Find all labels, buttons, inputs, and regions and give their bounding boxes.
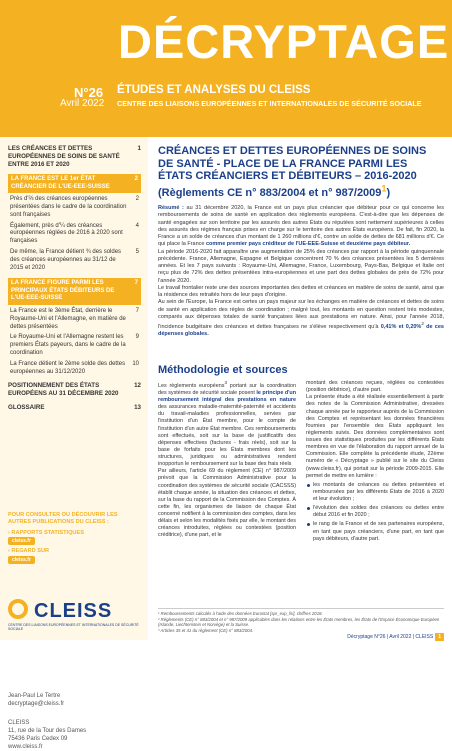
toc-section[interactable]: LA FRANCE FIGURE PARMI LES PRINCIPAUX ÉTATS DÉBITEURS DE L'UE-EEE-SUISSE 7 [8,278,141,305]
cleiss-link-button[interactable]: cleiss.fr [8,556,35,565]
main-article [158,137,444,640]
links-intro: POUR CONSULTER OU DÉCOUVRIR LES AUTRES PUBLICATIONS DU CLEISS : [8,512,118,526]
footnotes: ¹ Remboursements calculés à l'aide des données Eurostat [spr_exp_fsi], chiffres 2018. ² Règlements (CE) n° 883/2004 et n° 987/2009 applicables dans les relations entre les États membres, les États de l'Espace Économique Européen (Islande, Liechtenstein et Norvège) et la Suisse. ³ Articles 35 et 41 du règlement (CE) n° 883/2004. [158,608,444,633]
toc-item[interactable]: Près d'⅔ des créances européennes présentées dans le cadre de la coordination sont françaises 2 [10,196,139,218]
list-item: les montants de créances ou dettes présentées et remboursées par les différents États de 2016 à 2020 et leur évolution ; [306,482,444,503]
toc-section[interactable]: LA FRANCE EST LE 1er ÉTAT CRÉANCIER DE L'UE-EEE-SUISSE 2 [8,174,141,193]
toc-item[interactable]: LES CRÉANCES ET DETTES EUROPÉENNES DE SOINS DE SANTÉ ENTRE 2016 ET 2020 1 [8,145,141,168]
table-of-contents [8,145,141,418]
article-reference: (Règlements CE n° 883/2004 et n° 987/2009$^1$) [158,182,391,199]
section-heading: Méthodologie et sources [158,364,288,376]
page-footer: Décryptage N°26 | Avril 2022 | CLEISS 1 [158,634,444,640]
bullet-list [306,482,444,543]
toc-item[interactable]: GLOSSAIRE 13 [8,403,141,411]
publication-subtitle: ÉTUDES ET ANALYSES DU CLEISS [117,84,311,96]
body-column-right: montant des créances reçues, réglées ou contestées (position débitrice), d'autre part. La présente étude a été réalisée essentiellement à partir des notes de la Commission Administrative, dressées chaque année par le rapporteur auprès de la Commission des Comptes et représentant les données financières fournies par l'ensemble des États appliquant les règlements suivis. Des données complémentaires sont issues des statistiques produites par les différents États membres en vue de l'élaboration du rapport annuel de la Commission. Elle complète la précédente étude, 22ème numéro de « Décryptage » publié sur le site du Cleiss (www.cleiss.fr), qui portait sur la période 2009-2015. Elle permet de mettre en lumière : les montants de créances ou dettes présentées et remboursées par les différents États de 2016 à 2020 et leur évolution ; l'évolution des soldes des créances ou dettes entre début 2016 et fin 2020 ; le rang de la France et de ses partenaires européens, en tant que pays créanciers, d'une part, en tant que pays débiteurs, d'autre part. [306,380,444,542]
toc-item[interactable]: POSITIONNEMENT DES ÉTATS EUROPÉENS AU 31 DÉCEMBRE 2020 12 [8,382,141,398]
publication-title: DÉCRYPTAGE [118,15,450,68]
website-link[interactable]: www.cleiss.fr [8,744,43,751]
toc-item[interactable]: Également, près d'¼ des créances européennes réglées de 2016 à 2020 sont françaises 4 [10,222,139,245]
toc-item[interactable]: Le Royaume-Uni et l'Allemagne restent les premiers États payeurs, dans le cadre de la coordination 9 [10,334,139,356]
article-title: CRÉANCES ET DETTES EUROPÉENNES DE SOINS DE SANTÉ - PLACE DE LA FRANCE PARMI LES ÉTATS CRÉANCIERS ET DÉBITEURS – 2016-2020 (Règlements CE n° 883/2004 et n° 987/2009$^1$) [158,145,427,199]
contact-email[interactable]: decryptage@cleiss.fr [8,701,65,708]
list-item: le rang de la France et de ses partenaires européens, en tant que pays créanciers, d'une part, en tant que pays débiteurs, d'autre part. [306,521,444,542]
publications-links [8,512,141,564]
sidebar [0,137,148,751]
organization-name: CENTRE DES LIAISONS EUROPÉENNES ET INTERNATIONALES DE SÉCURITÉ SOCIALE [117,99,422,108]
issue-date: Avril 2022 [60,98,105,109]
list-item: l'évolution des soldes des créances ou dettes entre début 2016 et fin 2020 ; [306,505,444,519]
cleiss-link-button[interactable]: cleiss.fr [8,537,35,546]
toc-item[interactable]: La France détient le 2ème solde des dettes européennes au 31/12/2020 10 [10,360,139,375]
cleiss-logo: CLEISS CENTRE DES LIAISONS EUROPÉENNES ET INTERNATIONALES DE SÉCURITÉ SOCIALE [8,600,139,631]
logo-ring-icon [8,599,28,619]
link-stats[interactable]: › RAPPORTS STATISTIQUES [8,529,84,536]
summary: Résumé : au 31 décembre 2020, la France est un pays plus créancier que débiteur pour ce qui concerne les remboursements de soins de santé en application des règlements européens. C'est-à-dire que les dépenses de santé engagées sur son territoire par les assurés des autres États ou réputées sont nettement supérieures à celles des assurés des régimes français prises en charge sur le territoire des autres États européens. De fait, fin 2020, la France a un solde de créances d'un montant de 1 260 millions d'€, contre un solde de dettes de 681 millions d'€. Ce qui place la France comme premier pays créditeur de l'UE-EEE-Suisse et deuxième pays débiteur. La période 2016-2020 fait apparaître une augmentation de 25% des créances par rapport à la période quinquennale précédente. France, Allemagne, Espagne et Belgique concentrent 70 % des créances présentées les 5 dernières années. Et les 7 pays suivants : Royaume-Uni, Allemagne, France, Luxembourg, Pays-Bas, Belgique et Italie ont reçu plus de 72% des dettes présentées intra-européennes et une part des dettes globales de près de 72% pour l'année 2020. Le travail frontalier reste une des sources importantes des dettes et créances en matière de soins de santé, ainsi que la résidence des retraités hors de leur pays d'origine. Au sein de l'Europe, la France est certes un pays majeur sur les échanges en matière de créances et dettes de soins de santé en application des règles de coordination ; malgré tout, les montants en question restent très modestes, comparés aux dépenses totales de santé françaises liées aux prestations en nature. Ainsi, pour l'année 2018, l'incidence budgétaire des créances et dettes françaises ne s'élève respectivement qu'à 0,41% et 0,20%$^2$ de ces dépenses globales. [158,205,444,338]
address: CLEISS 11, rue de la Tour des Dames 75436 Paris Cedex 09 www.cleiss.fr [8,720,87,751]
issue-number: N°26 [74,85,104,100]
header-banner [0,0,452,137]
link-regard[interactable]: › REGARD SUR [8,548,50,555]
toc-item[interactable]: La France est le 3ème État, derrière le Royaume-Uni et l'Allemagne, en matière de dettes présentées 7 [10,307,139,330]
body-column-left: Les règlements européens$^3$ portant sur la coordination des systèmes de sécurité sociale posent le principe d'un remboursement intégral des prestations en nature des assurances maladie-maternité-paternité et accidents du travail-maladies professionnelles, servies par l'institution d'un État membre, pour le compte de l'institution d'un autre État membre. Ces remboursements sont effectués, soit sur la base de justificatifs des dépenses effectives (factures - frais réels), soit sur la base de forfaits pour les États membres dont les structures, juridiques ou administratives rendent inopportun le remboursement sur la base des frais réels Par ailleurs, l'article 69 du règlement (CE) n° 987/2009 prévoit que la Commission Administrative pour la coordination des systèmes de sécurité sociale (CACSSS) établit chaque année, la situation des créances et dettes, sur la base du rapport de la Commission des Comptes. À cette fin, les organismes de liaison de chaque État concerné notifient à la commission des comptes, dans les délais et selon les modalités fixés par elle, le montant des créances introduites, réglées ou contestées (position créditrice), d'une part, et le [158,380,297,539]
page-number: 1 [435,633,444,641]
contact-info: Jean-Paul Le Tertre decryptage@cleiss.fr [8,693,65,708]
toc-item[interactable]: De même, la France détient ¾ des soldes des créances européennes au 31/12 de 2015 et 2020 5 [10,249,139,271]
